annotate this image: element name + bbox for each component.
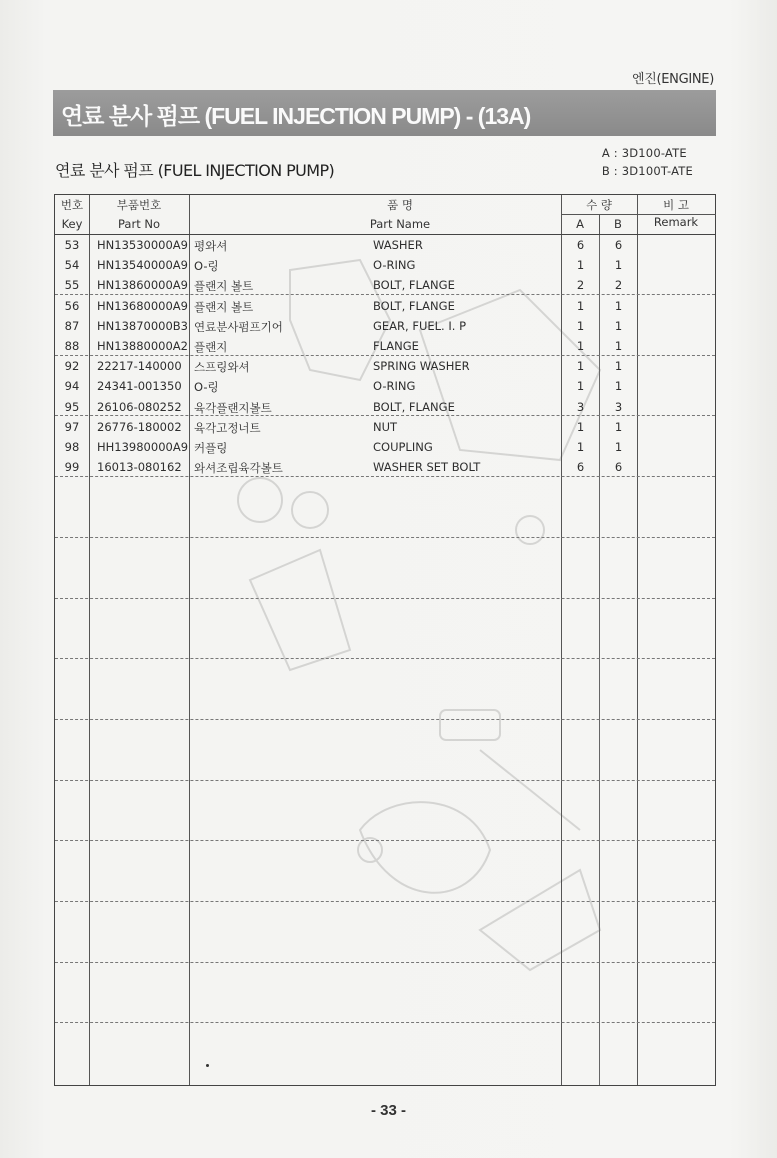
row-key: 55 [64, 278, 80, 293]
row-key: 99 [64, 460, 80, 475]
row-qty-a: 1 [576, 359, 585, 374]
table-row [55, 356, 715, 376]
row-qty-b: 1 [614, 298, 623, 313]
row-qty-b: 1 [614, 339, 623, 353]
table-row [55, 457, 715, 477]
row-qty-a: 1 [576, 440, 585, 454]
model-legend [602, 144, 693, 180]
row-part-no: HN13530000A9 [97, 238, 188, 252]
row-qty-a: 2 [576, 278, 585, 293]
row-qty-b: 1 [614, 318, 623, 333]
row-name-ko: 플랜지 볼트 [194, 279, 254, 294]
model-a-label: A : 3D100-ATE [601, 146, 687, 160]
row-part-no: HN13880000A2 [97, 339, 188, 353]
row-name-ko: 플랜지 [194, 340, 228, 354]
row-qty-b: 1 [614, 440, 623, 454]
row-qty-a: 1 [576, 339, 585, 353]
row-qty-a: 1 [576, 298, 585, 313]
row-name-ko: O-링 [194, 259, 219, 274]
header-remark-ko: 비 고 [663, 198, 689, 212]
row-qty-a: 6 [576, 238, 585, 252]
table-row [55, 235, 715, 255]
row-qty-b: 6 [614, 460, 623, 475]
header-part-ko: 부품번호 [116, 198, 162, 212]
row-name-en: BOLT, FLANGE [373, 399, 455, 414]
header-part-en: Part No [118, 217, 160, 231]
title-banner [53, 90, 716, 136]
row-group-divider [55, 840, 715, 841]
row-key: 87 [64, 318, 80, 333]
row-qty-a: 1 [576, 258, 585, 273]
row-name-ko: 육각플랜지볼트 [194, 400, 272, 415]
row-key: 97 [64, 419, 80, 434]
row-name-ko: 커플링 [194, 441, 228, 455]
header-name-en: Part Name [369, 217, 431, 231]
banner-title: 연료 분사 펌프 (FUEL INJECTION PUMP) - (13A) [61, 103, 531, 129]
row-name-ko: 육각고정너트 [194, 420, 261, 435]
row-name-ko: 스프링와셔 [194, 360, 250, 375]
row-name-ko: 플랜지 볼트 [194, 299, 254, 314]
row-qty-b: 1 [614, 258, 623, 273]
row-name-ko: O-링 [194, 380, 219, 395]
row-name-en: WASHER SET BOLT [373, 460, 481, 475]
row-qty-b: 3 [614, 399, 623, 414]
header-qty-a: A [576, 217, 584, 231]
row-key: 94 [64, 379, 80, 394]
row-name-ko: 와셔조립육각볼트 [194, 461, 283, 476]
row-part-no: HN13870000B3 [97, 318, 188, 333]
row-part-no: 24341-001350 [97, 379, 182, 394]
row-part-no: HN13860000A9 [97, 278, 188, 293]
row-qty-a: 1 [576, 379, 585, 394]
section-label: 엔진(ENGINE) [631, 72, 714, 87]
table-row [55, 417, 715, 437]
row-key: 53 [64, 238, 80, 252]
row-key: 98 [64, 440, 80, 454]
row-name-en: O-RING [373, 379, 416, 394]
row-qty-b: 1 [614, 359, 623, 374]
table-row [55, 296, 715, 316]
row-key: 88 [64, 339, 80, 353]
row-name-en: BOLT, FLANGE [373, 278, 455, 293]
row-group-divider [55, 901, 715, 902]
header-qty-ko: 수 량 [586, 198, 612, 212]
row-group-divider [55, 719, 715, 720]
table-row [55, 376, 715, 396]
table-row [55, 316, 715, 336]
row-qty-b: 1 [614, 379, 623, 394]
row-group-divider [55, 780, 715, 781]
row-part-no: 26106-080252 [97, 399, 182, 414]
row-qty-b: 1 [614, 419, 623, 434]
header-remark-en: Remark [653, 215, 699, 229]
table-row [55, 255, 715, 275]
row-name-en: NUT [373, 419, 398, 434]
page-subtitle: 연료 분사 펌프 (FUEL INJECTION PUMP) [55, 161, 335, 180]
row-key: 95 [64, 399, 80, 414]
row-qty-a: 1 [576, 318, 585, 333]
row-key: 56 [64, 298, 80, 313]
row-group-divider [55, 1022, 715, 1023]
header-key-en: Key [61, 217, 83, 231]
row-part-no: HN13540000A9 [97, 258, 188, 273]
table-row [55, 437, 715, 457]
page-number: - 33 - [370, 1102, 406, 1119]
row-group-divider [55, 658, 715, 659]
table-row [55, 275, 715, 295]
row-part-no: HH13980000A9 [97, 440, 189, 454]
row-name-en: FLANGE [373, 339, 419, 353]
table-row [55, 397, 715, 417]
row-name-ko: 연료분사펌프기어 [194, 319, 283, 334]
row-group-divider [55, 962, 715, 963]
row-group-divider [55, 598, 715, 599]
row-name-ko: 평와셔 [194, 239, 228, 253]
header-name-ko: 품 명 [387, 198, 413, 212]
row-part-no: HN13680000A9 [97, 298, 188, 313]
row-qty-b: 6 [614, 238, 623, 252]
row-name-en: SPRING WASHER [373, 359, 470, 374]
parts-table [54, 194, 716, 1086]
table-row [55, 336, 715, 356]
dot-mark [206, 1064, 209, 1067]
header-key-ko: 번호 [60, 198, 84, 212]
row-name-en: GEAR, FUEL. I. P [373, 318, 466, 333]
row-part-no: 16013-080162 [97, 460, 182, 475]
row-key: 92 [64, 359, 80, 374]
row-name-en: BOLT, FLANGE [373, 298, 455, 313]
row-qty-a: 1 [576, 419, 585, 434]
row-group-divider [55, 537, 715, 538]
row-part-no: 22217-140000 [97, 359, 182, 374]
row-qty-a: 6 [576, 460, 585, 475]
row-key: 54 [64, 258, 80, 273]
row-part-no: 26776-180002 [97, 419, 182, 434]
model-b-label: B : 3D100T-ATE [601, 164, 693, 178]
row-name-en: COUPLING [373, 440, 433, 454]
row-name-en: WASHER [373, 238, 423, 252]
header-qty-b: B [614, 217, 622, 231]
row-name-en: O-RING [373, 258, 416, 273]
row-qty-a: 3 [576, 399, 585, 414]
row-qty-b: 2 [614, 278, 623, 293]
